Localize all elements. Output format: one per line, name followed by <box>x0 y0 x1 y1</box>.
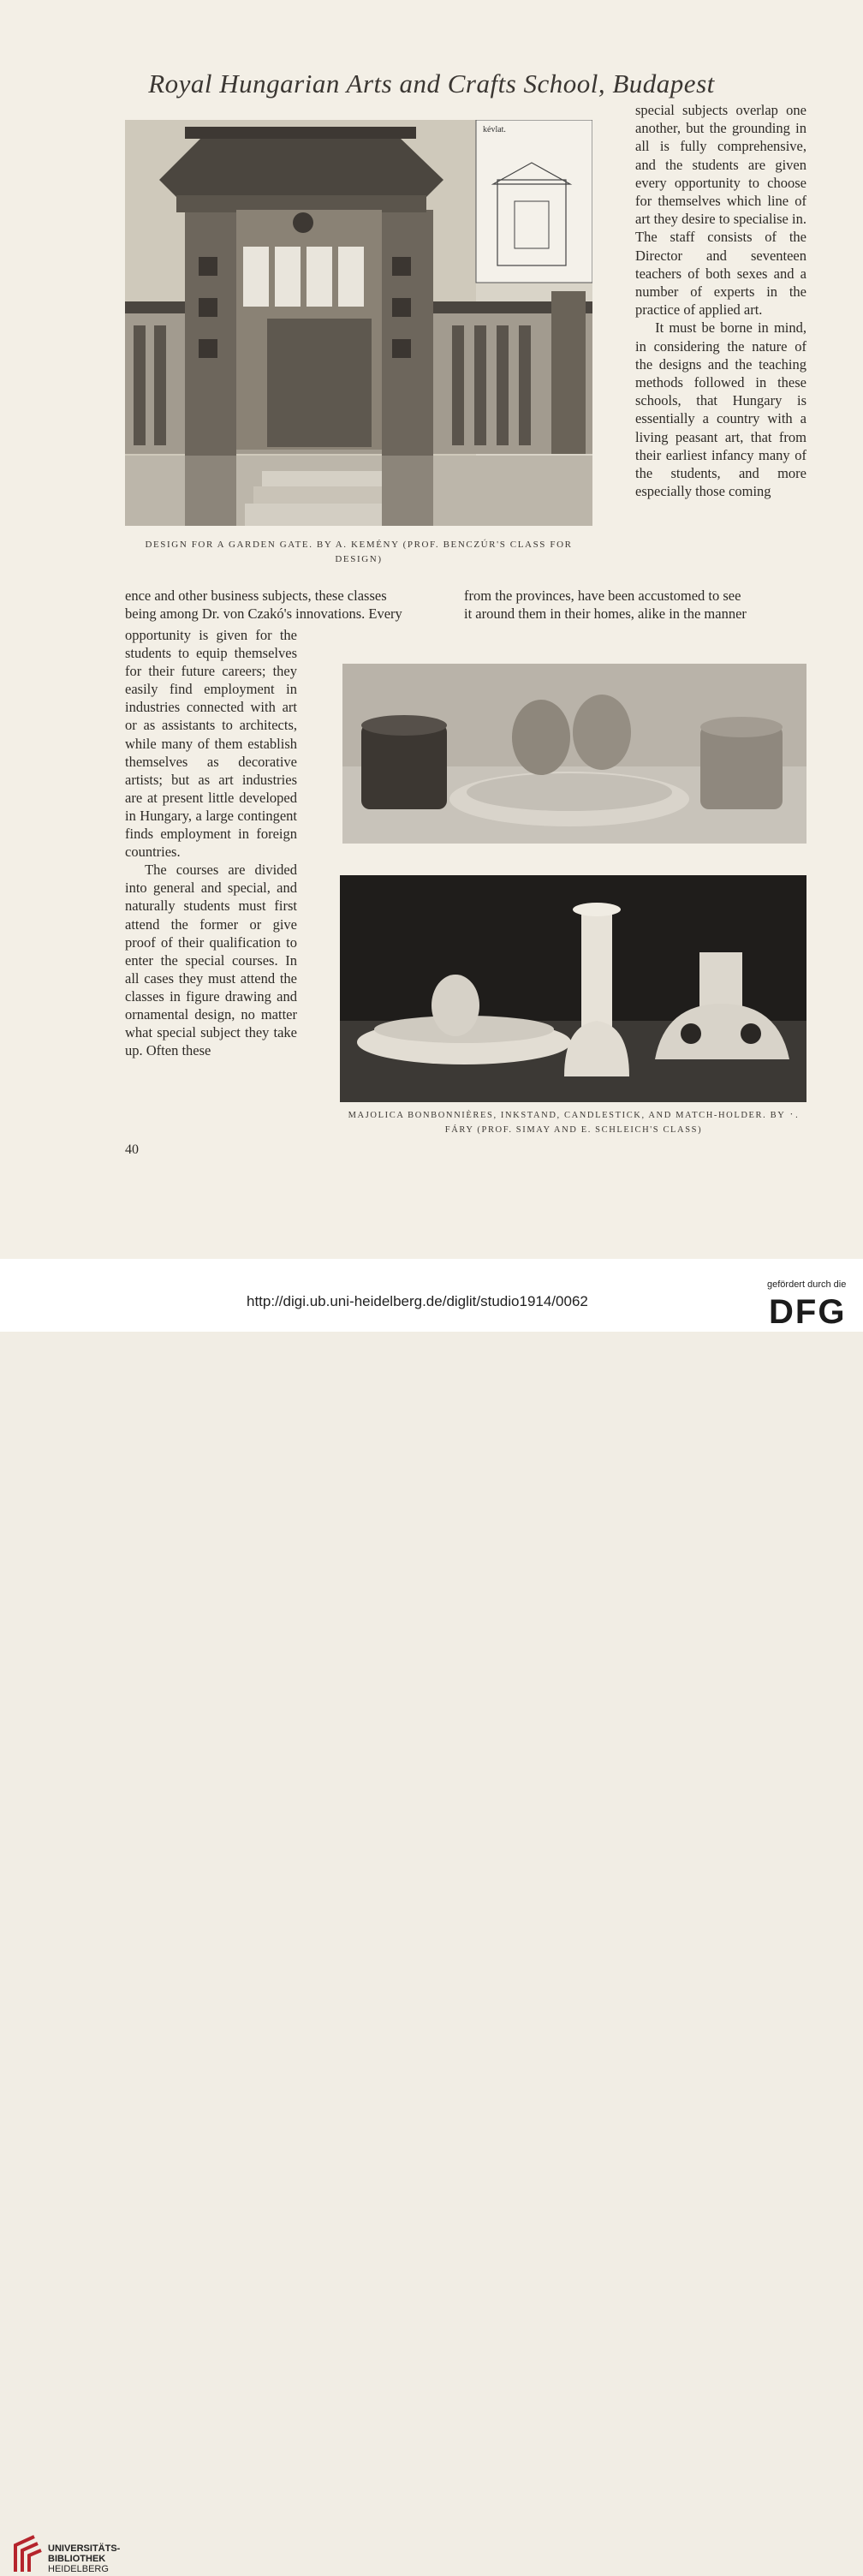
right-column-top <box>635 101 806 500</box>
right-wide-line-2: it around them in their homes, alike in the manner <box>464 605 747 622</box>
library-line-2: BIBLIOTHEK <box>48 2554 106 2564</box>
right-paragraph-2: It must be borne in mind, in considering the nature of the designs and the teaching methods followed in these schools, that Hungary is essentially a country with a living peasant art, that from their earliest infancy many of the students, and more especially those coming <box>635 319 806 500</box>
left-wide-line-2: being among Dr. von Czakó's innovations. Every <box>125 605 402 622</box>
left-paragraph-1: opportunity is given for the students to equip themselves for their future careers; they easily find employment in industries connected with art or as assistants to architects, while many of them establish themselves as decorative artists; but as art industries are at present little developed in Hungary, a large contingent finds employment in foreign countries. <box>125 627 297 861</box>
library-name <box>48 2543 120 2574</box>
right-wide-line-1: from the provinces, have been accustomed to see <box>464 587 741 604</box>
majolica-photo-bottom <box>340 875 806 1102</box>
scanned-page <box>0 0 863 1259</box>
left-wide-line-1: ence and other business subjects, these classes <box>125 587 387 604</box>
dfg-logo: DFG <box>769 1293 847 1331</box>
library-line-3: HEIDELBERG <box>48 2564 109 2574</box>
library-line-1: UNIVERSITÄTS- <box>48 2543 121 2554</box>
gate-caption: DESIGN FOR A GARDEN GATE. BY A. KEMÉNY (PROF. BENCZÚR'S CLASS FOR DESIGN) <box>145 540 573 564</box>
page-number: 40 <box>125 1142 139 1157</box>
majolica-photo-top <box>342 664 806 844</box>
garden-gate-illustration <box>125 120 592 526</box>
left-column <box>125 626 297 1059</box>
right-paragraph-1: special subjects overlap one another, but the grounding in all is fully comprehensive, and the students are given every opportunity to choose for themselves which line of art they desire to specialise in. The staff consists of the Director and seventeen teachers of both sexes and a number of experts in the practice of applied art. <box>635 102 806 319</box>
sponsor-label: gefördert durch die <box>767 1279 847 1290</box>
majolica-caption: MAJOLICA BONBONNIÈRES, INKSTAND, CANDLESTICK, AND MATCH-HOLDER. BY ᛫. FÁRY (PROF. SIMAY AND E. SCHLEICH'S CLASS) <box>348 1111 800 1135</box>
university-library-logo-icon <box>9 2533 43 2576</box>
sketch-label: kévlat. <box>483 125 506 134</box>
left-paragraph-2: The courses are divided into general and special, and naturally students must first attend the former or give proof of their qualification to enter the special courses. In all cases they must attend the classes in figure drawing and ornamental design, no matter what special subject they take up. Often these <box>125 862 297 1059</box>
running-header: Royal Hungarian Arts and Crafts School, Budapest <box>148 69 715 98</box>
source-url-link[interactable]: http://digi.ub.uni-heidelberg.de/diglit/studio1914/0062 <box>247 1293 588 1309</box>
